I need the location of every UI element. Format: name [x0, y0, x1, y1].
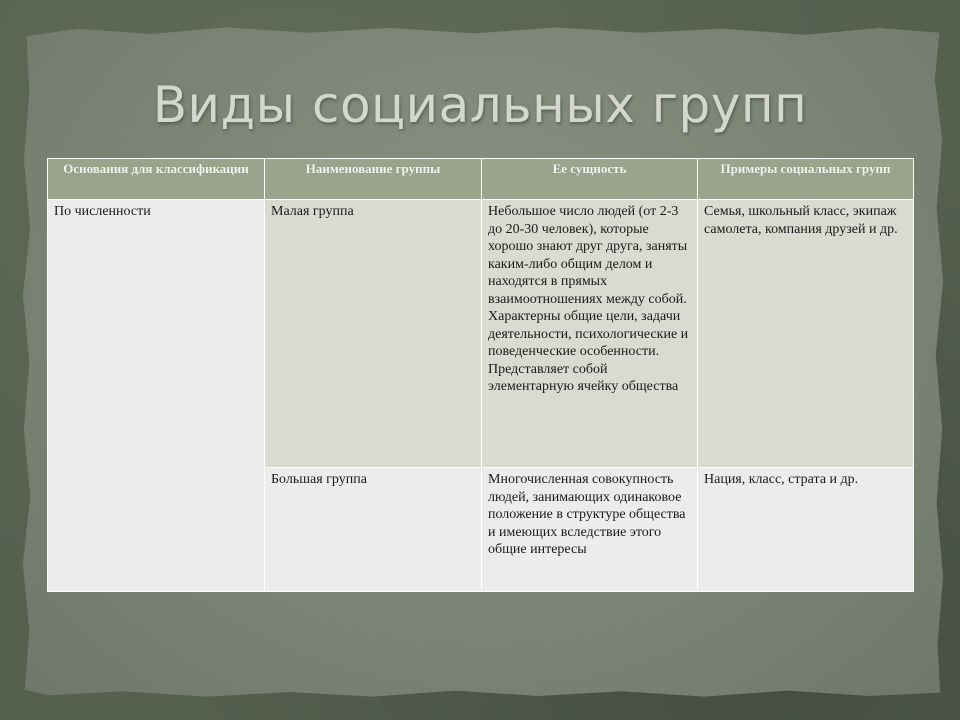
table-header-row — [48, 159, 914, 200]
cell-essence: Многочисленная совокупность людей, занимающих одинаковое положение в структуре общества и имеющих вследствие этого общие интересы — [482, 468, 698, 592]
table-row — [48, 200, 914, 468]
cell-essence: Небольшое число людей (от 2-3 до 20-30 человек), которые хорошо знают друг друга, заняты каким-либо общим делом и находятся в прямых взаимоотношениях между собой. Характерны общие цели, задачи деятельности, психологические и поведенческие особенности. Представляет собой элементарную ячейку общества — [482, 200, 698, 468]
header-basis: Основания для классификации — [48, 159, 265, 200]
header-group-name: Наименование группы — [265, 159, 482, 200]
cell-group-name: Малая группа — [265, 200, 482, 468]
header-essence: Ее сущность — [482, 159, 698, 200]
classification-table-container — [47, 158, 913, 590]
cell-examples: Семья, школьный класс, экипаж самолета, компания друзей и др. — [698, 200, 914, 468]
cell-examples: Нация, класс, страта и др. — [698, 468, 914, 592]
cell-basis: По численности — [48, 200, 265, 592]
header-examples: Примеры социальных групп — [698, 159, 914, 200]
cell-group-name: Большая группа — [265, 468, 482, 592]
classification-table — [47, 158, 914, 592]
page-title: Виды социальных групп — [152, 76, 808, 134]
